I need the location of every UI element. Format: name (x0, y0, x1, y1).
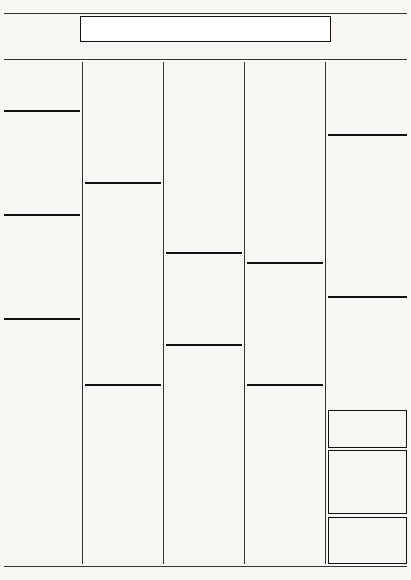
issue-date (320, 4, 407, 12)
ad-text (328, 62, 407, 134)
ad-text (247, 386, 323, 536)
classifieds-banner (80, 16, 331, 42)
column-divider (82, 62, 83, 564)
banner-right-note (335, 16, 407, 40)
display-ad (328, 450, 407, 514)
ad-column-2 (85, 62, 161, 564)
ad-column-3 (166, 62, 242, 564)
newspaper-name (150, 4, 261, 12)
ad-column-1 (4, 62, 80, 564)
ad-column-5 (328, 62, 407, 407)
page-footer (4, 568, 407, 577)
ad-column-4 (247, 62, 323, 564)
ad-text (4, 112, 80, 214)
display-ad (328, 410, 407, 448)
display-ad (328, 517, 407, 564)
ad-text (328, 298, 407, 368)
ad-text (4, 216, 80, 318)
ad-text (328, 136, 407, 296)
ad-text (247, 62, 323, 262)
ad-text (4, 320, 80, 500)
banner-left-note (4, 16, 76, 40)
ad-text (166, 346, 242, 526)
ad-text (166, 62, 242, 252)
footer-rule (4, 566, 407, 567)
notice-rule (4, 59, 407, 60)
column-divider (244, 62, 245, 564)
column-divider (325, 62, 326, 564)
ad-text (85, 386, 161, 536)
header-rule (4, 13, 407, 14)
classifieds-notice (4, 44, 407, 58)
ad-text (85, 184, 161, 384)
column-divider (163, 62, 164, 564)
ad-text (85, 62, 161, 182)
ad-text (166, 254, 242, 344)
ad-text (247, 264, 323, 384)
page-number (4, 4, 44, 12)
